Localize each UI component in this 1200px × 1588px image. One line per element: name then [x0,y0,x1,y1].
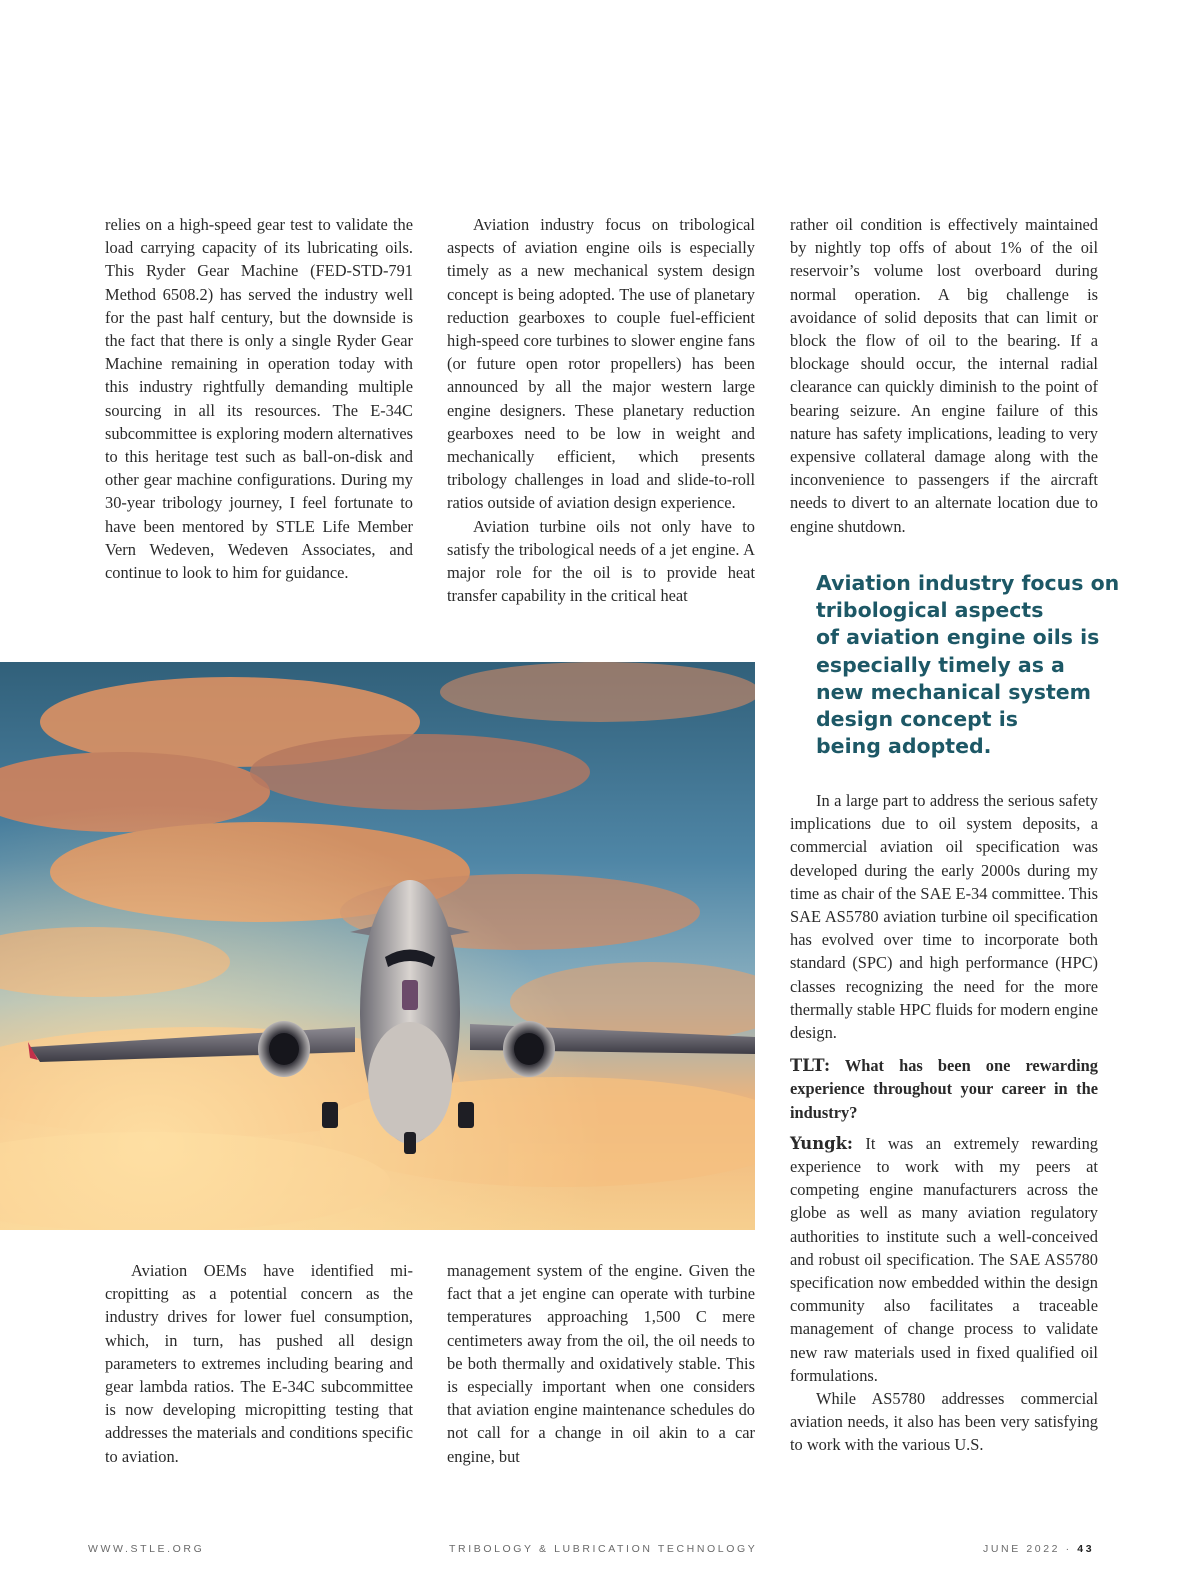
pull-quote-line: Aviation industry focus on [816,571,1120,595]
airplane-photo [0,662,755,1230]
footer-date: JUNE 2022 [983,1543,1061,1555]
question-label: TLT: [790,1056,831,1076]
pull-quote [816,570,1120,760]
body-paragraph: In a large part to address the serious safety implications due to oil system deposits, a commercial aviation oil specification was developed during the early 2000s during my time as chair of the SAE E-34 committee. This SAE AS5780 aviation turbine oil specification has evolved over time to incorporate both standard (SPC) and high performance (HPC) classes recognizing the need for the more thermally stable HPC fluids for modern engine design. [790,791,1098,1043]
interview-answer [790,1132,1098,1387]
answer-label: Yungk: [790,1133,853,1153]
column-2-bottom [447,1259,755,1468]
pull-quote-line: especially timely as a [816,652,1065,677]
airplane-sky-image [0,662,755,1230]
body-paragraph: relies on a high-speed gear test to validate the load carrying capacity of its lubricating oils. This Ryder Gear Machine (FED-STD-791 Method 6508.2) has served the industry well for the past half century, but the downside is the fact that there is only a single Ryder Gear Machine remaining in operation today with this industry rightfully demanding multiple sourcing in all its resources. The E-34C subcommittee is exploring modern alternatives to this heritage test such as ball-on-disk and other gear machine configurations. During my 30-year tribology journey, I feel fortunate to have been mentored by STLE Life Member Vern Wedeven, Wedeven Associates, and continue to look to him for guidance. [105,215,413,583]
body-paragraph: While AS5780 addresses commercial aviation needs, it also has been very satisfying to work with the various U.S. [790,1389,1098,1455]
column-1-top [105,213,413,584]
body-paragraph: Aviation OEMs have identified micropitting as a potential concern as the industry drives for lower fuel consumption, which, in turn, has pushed all design parameters to extremes including bearing and gear lambda ratios. The E-34C subcommittee is now developing micropitting testing that addresses the materials and conditions specific to aviation. [105,1261,413,1466]
body-paragraph: rather oil condition is effectively maintained by nightly top offs of about 1% of the oil reservoir’s volume lost overboard during normal operation. A big challenge is avoidance of solid deposits that can limit or block the flow of oil to the bearing. If a blockage should occur, the internal radial clearance can quickly diminish to the point of bearing seizure. An engine failure of this nature has safety implications, leading to very expensive collateral damage along with the inconvenience to passengers if the aircraft needs to divert to an alternate location due to engine shutdown. [790,215,1098,536]
answer-text: It was an extremely rewarding experience to work with my peers at competing engine manufacturers across the globe as well as many aviation regulatory authorities to institute such a well-conceived and robust oil specification. The SAE AS5780 specification now embedded within the design community also facilitates a traceable management of change process to validate new raw materials used in fixed qualified oil formulations. [790,1133,1098,1385]
body-paragraph: Aviation industry focus on tribological aspects of aviation engine oils is especially timely as a new mechanical system design concept is being adopted. The use of planetary reduction gearboxes to couple fuel-efficient high-speed core turbines to slower engine fans (or future open rotor propellers) has been announced by all the major western large engine designers. These planetary reduction gearboxes need to be low in weight and mechanically efficient, which presents tribology challenges in load and slide-to-roll ratios outside of aviation design experience. [447,215,755,513]
footer-publication: TRIBOLOGY & LUBRICATION TECHNOLOGY [449,1543,758,1555]
column-3-top [790,213,1098,538]
column-2-top [447,213,755,607]
body-paragraph: Aviation turbine oils not only have to satisfy the tribological needs of a jet engine. A major role for the oil is to provide heat transfer capability in the critical heat [447,516,755,606]
pull-quote-line: design concept is [816,707,1018,732]
column-1-bottom [105,1259,413,1468]
body-paragraph: management system of the engine. Given the fact that a jet engine can operate with turbine temperatures approaching 1,500 C mere centimeters away from the oil, the oil needs to be both thermally and oxidatively stable. This is especially important when one considers that aviation engine maintenance schedules do not call for a change in oil akin to a car engine, but [447,1261,755,1466]
page-number: 43 [1077,1543,1095,1555]
pull-quote-line: new mechanical system [816,679,1092,704]
column-3-bottom [790,789,1098,1457]
footer-date-page [983,1543,1094,1555]
footer-separator: · [1065,1543,1072,1555]
question-text: What has been one rewarding experience throughout your career in the industry? [790,1056,1098,1122]
pull-quote-line: being adopted. [816,734,992,759]
interview-question [790,1054,1098,1124]
footer-website: WWW.STLE.ORG [88,1543,205,1555]
pull-quote-line: of aviation engine oils is [816,625,1100,650]
pull-quote-line: tribological aspects [816,598,1044,623]
